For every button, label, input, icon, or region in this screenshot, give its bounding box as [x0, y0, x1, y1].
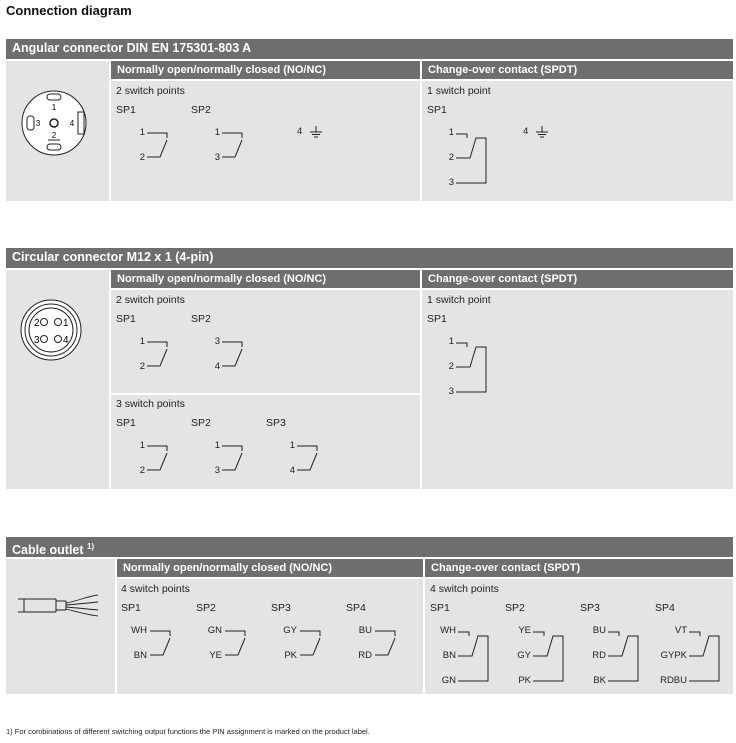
footnote: 1) For combinations of different switching output functions the PIN assignment is marked on the product label.	[6, 727, 370, 736]
circular-no-nc-header: Normally open/normally closed (NO/NC)	[111, 270, 420, 288]
pin-label: 4	[289, 465, 295, 476]
pin-label: 3	[214, 336, 220, 347]
pin-label: 2	[34, 318, 40, 329]
spdt-symbol	[456, 128, 490, 186]
pin-label: 2	[51, 131, 57, 140]
switch-points-label: 4 switch points	[430, 583, 499, 595]
section-header-circular: Circular connector M12 x 1 (4-pin)	[6, 248, 733, 268]
pin-label: 3	[448, 177, 454, 188]
earth-icon	[309, 126, 323, 138]
pin-label: 2	[448, 152, 454, 163]
sp-label: SP2	[191, 417, 211, 429]
angular-spdt-header: Change-over contact (SPDT)	[422, 61, 733, 79]
switch-points-label: 2 switch points	[116, 294, 185, 306]
sp-label: SP1	[116, 313, 136, 325]
earth-pin-label: 4	[297, 126, 303, 137]
pin-label: 3	[448, 386, 454, 397]
pin-label: BK	[593, 675, 606, 686]
section-header-cable	[6, 537, 733, 557]
pin-label: PK	[518, 675, 531, 686]
switch-points-label: 1 switch point	[427, 294, 491, 306]
pin-label: RD	[592, 650, 606, 661]
pin-label: 4	[69, 119, 75, 128]
pin-label: 1	[214, 127, 220, 138]
pin-label: 3	[214, 465, 220, 476]
spdt-symbol	[689, 626, 723, 684]
sp-label: SP4	[346, 602, 366, 614]
sp-label: SP2	[196, 602, 216, 614]
pin-label: RD	[358, 650, 372, 661]
pin-label: 1	[448, 127, 454, 138]
angular-no-nc-header: Normally open/normally closed (NO/NC)	[111, 61, 420, 79]
sp-label: SP2	[505, 602, 525, 614]
sp-label: SP1	[427, 313, 447, 325]
pin-label: 1	[289, 440, 295, 451]
sp-label: SP3	[266, 417, 286, 429]
earth-icon	[535, 126, 549, 138]
pin-label: BN	[133, 650, 147, 661]
pin-label: 1	[448, 336, 454, 347]
pin-label: PK	[284, 650, 297, 661]
sp-label: SP2	[191, 104, 211, 116]
pin-label: WH	[131, 625, 147, 636]
pin-label: GN	[441, 675, 456, 686]
page-title: Connection diagram	[6, 3, 132, 18]
switch-symbol	[297, 441, 327, 473]
pin-label: BU	[592, 625, 606, 636]
pin-label: VT	[674, 625, 687, 636]
sp-label: SP1	[116, 104, 136, 116]
switch-symbol	[222, 128, 252, 160]
footnote-ref: 1)	[87, 542, 95, 551]
pin-label: RDBU	[660, 675, 687, 686]
m12-connector-icon	[20, 299, 82, 361]
switch-points-label: 3 switch points	[116, 398, 185, 410]
cable-icon	[18, 595, 100, 617]
sp-label: SP1	[430, 602, 450, 614]
section-header-angular: Angular connector DIN EN 175301-803 A	[6, 39, 733, 59]
pin-label: GYPK	[660, 650, 687, 661]
pin-label: 2	[448, 361, 454, 372]
cable-spdt-header: Change-over contact (SPDT)	[425, 559, 733, 577]
sp-label: SP2	[191, 313, 211, 325]
circular-spdt-header: Change-over contact (SPDT)	[422, 270, 733, 288]
pin-label: 2	[139, 152, 145, 163]
sp-label: SP1	[427, 104, 447, 116]
switch-points-label: 1 switch point	[427, 85, 491, 97]
pin-label: 1	[139, 440, 145, 451]
pin-label: GY	[283, 625, 297, 636]
spdt-symbol	[456, 337, 490, 395]
pin-label: YE	[518, 625, 531, 636]
pin-label: BN	[442, 650, 456, 661]
cable-no-nc-header: Normally open/normally closed (NO/NC)	[117, 559, 423, 577]
pin-label: 2	[139, 361, 145, 372]
sp-label: SP3	[271, 602, 291, 614]
pin-label: 3	[35, 119, 41, 128]
pin-label: 3	[214, 152, 220, 163]
angular-connector-icon	[18, 90, 90, 162]
pin-label: 4	[214, 361, 220, 372]
pin-label: 4	[63, 335, 69, 346]
earth-pin-label: 4	[523, 126, 529, 137]
pin-label: 1	[51, 103, 57, 112]
switch-symbol	[222, 337, 252, 369]
pin-label: YE	[209, 650, 222, 661]
sp-label: SP3	[580, 602, 600, 614]
pin-label: GY	[517, 650, 531, 661]
pin-label: 1	[139, 336, 145, 347]
pin-label: WH	[440, 625, 456, 636]
pin-label: 1	[214, 440, 220, 451]
pin-label: 1	[139, 127, 145, 138]
pin-label: 3	[34, 335, 40, 346]
pin-label: 2	[139, 465, 145, 476]
switch-points-label: 4 switch points	[121, 583, 190, 595]
section-title: Cable outlet	[12, 543, 84, 558]
switch-points-label: 2 switch points	[116, 85, 185, 97]
pin-label: GN	[207, 625, 222, 636]
pin-label: 1	[63, 318, 69, 329]
sp-label: SP1	[116, 417, 136, 429]
pin-label: BU	[358, 625, 372, 636]
sp-label: SP1	[121, 602, 141, 614]
sp-label: SP4	[655, 602, 675, 614]
switch-symbol	[375, 626, 405, 658]
